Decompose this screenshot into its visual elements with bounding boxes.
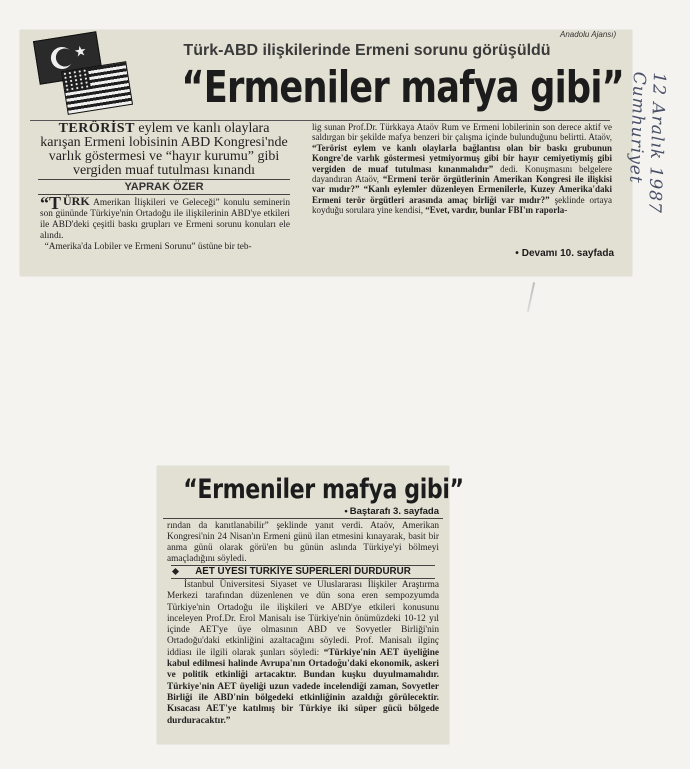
body-column-1 xyxy=(40,193,291,253)
body-paragraph: Amerikan İlişkileri ve Geleceği” konulu seminerin son gününde Türkiye'nin Ortadoğu ile ilişkilerinin ABD'ye etkileri ile ABD'deki çeşitli baskı grupları ve Ermeni sorunu konuları ele alındı. xyxy=(40,198,291,241)
col2-text-3: şeklinde ortaya koyduğu sorulara yine kendisi, xyxy=(312,194,613,216)
col2-quote-2: “Ermeni terör örgütlerinin Amerikan Kongresi ile ilişkisi var mıdır?” “Kanlı eylemler düzenleyen Ermenilerle, Kuzey Amerika'daki Ermeni terör örgütleri arasında amaç birliği var mıdır?” xyxy=(312,174,612,205)
body-column-2 xyxy=(312,122,612,216)
drop-quote: “T xyxy=(40,193,62,213)
divider xyxy=(163,518,443,519)
body-paragraph: rından da kanıtlanabilir” şeklinde yanıt verdi. Ataöv, Amerikan Kongresi'nin 24 Nisan'ın Ermeni günü ilan etmesini kınayarak, basit bir anma günü olarak görü'en bu günün aslında Türkiye'yi bölmeyi amaçladığını söyledi. xyxy=(167,521,439,564)
headline-continuation: “Ermeniler mafya gibi” xyxy=(183,474,464,505)
deck-text: eylem ve kanlı olaylara karışan Ermeni lobisinin ABD Kongresi'nde varlık göstermesi ve “hayır kurumu” gibi vergiden muaf tutulması kınandı xyxy=(40,121,288,178)
kicker: Türk-ABD ilişkilerinde Ermeni sorunu görüşüldü xyxy=(183,42,551,59)
lead-caps: ÜRK xyxy=(63,194,90,208)
clipping-top xyxy=(20,30,670,276)
headline: “Ermeniler mafya gibi” xyxy=(181,62,624,113)
clipping-bottom xyxy=(157,466,464,744)
handwritten-date: 12 Aralık 1987 Cumhuriyet xyxy=(625,71,670,215)
col2-text: lig sunan Prof.Dr. Türkkaya Ataöv Rum ve Ermeni lobilerinin son derece aktif ve saldırgan bir şekilde mafya benzeri bir çalışma içinde bulunduğunu belirtti. Ataöv, xyxy=(312,122,612,143)
page-reference: • Baştarafı 3. sayfada xyxy=(344,506,439,517)
col2-text-2: dedi. Konuşmasını belgelere dayandıran Ataöv, xyxy=(312,163,613,185)
turkey-usa-flags-image xyxy=(36,36,130,116)
col2-quote-3: “Evet, vardır, bunlar FBI'ın raporla- xyxy=(425,205,568,216)
body-paragraph-2: “Amerika'da Lobiler ve Ermeni Sorunu” üstüne bir teb- xyxy=(44,242,252,252)
deck-lead: TERÖRİST xyxy=(58,121,135,136)
col2-quote: “Terörist eylem ve kanlı olaylarla bağlantısı olan bir baskı grubunun Kongre'de varlık göstermesi yetmiyormuş gibi bir hayır cemiyetiymiş gibi vergiden de muaf tutulması kınanmalıdır” xyxy=(312,142,612,174)
subheading: AET ÜYESİ TÜRKİYE SÜPERLERİ DURDURUR xyxy=(171,565,435,579)
deck xyxy=(40,122,288,178)
continued-note: • Devamı 10. sayfada xyxy=(472,248,614,259)
turkish-flag-icon: ★ xyxy=(33,31,103,84)
source-tag: Anadolu Ajansı) xyxy=(560,30,617,39)
body-text: İstanbul Üniversitesi Siyaset ve Uluslararası İlişkiler Araştırma Merkezi tarafından düzenlenen ve dün sona eren sempozyumda Türkiye'nin Ortadoğu ile ilişkileri ve ABD'ye etkileri konusunu inceleyen Prof.Dr. Erol Manisalı ise Türkiye'nin önümüzdeki 10-12 yıl içinde AET'ye üye olmasının ABD ve Sovyetler Birliği'nin Ortadoğu'daki etkinliğini azaltacağını söyledi. Prof. Manisalı ilginç iddiası ile ilgili olarak şunları söyledi: xyxy=(167,580,439,658)
us-flag-icon xyxy=(61,61,133,115)
byline: YAPRAK ÖZER xyxy=(38,179,290,195)
body-quote: “Türkiye'nin AET üyeliğine kabul edilmesi halinde Avrupa'nın Ortadoğu'daki ekonomik, askeri ve politik etkinliği artacaktır. Bundan kuşku duyulmamalıdır. Türkiye'nin AET üyeliği uzun vadede incelendiği zaman, Sovyetler Birliği ile ABD'nin bölgedeki etkinliğinin azaldığı görülecektir. Kısacası AET'ye katılmış bir Türkiye iki süper gücü bölgede durduracaktır.” xyxy=(167,647,439,726)
pencil-mark xyxy=(527,282,535,312)
body-paragraph-2 xyxy=(167,580,439,727)
